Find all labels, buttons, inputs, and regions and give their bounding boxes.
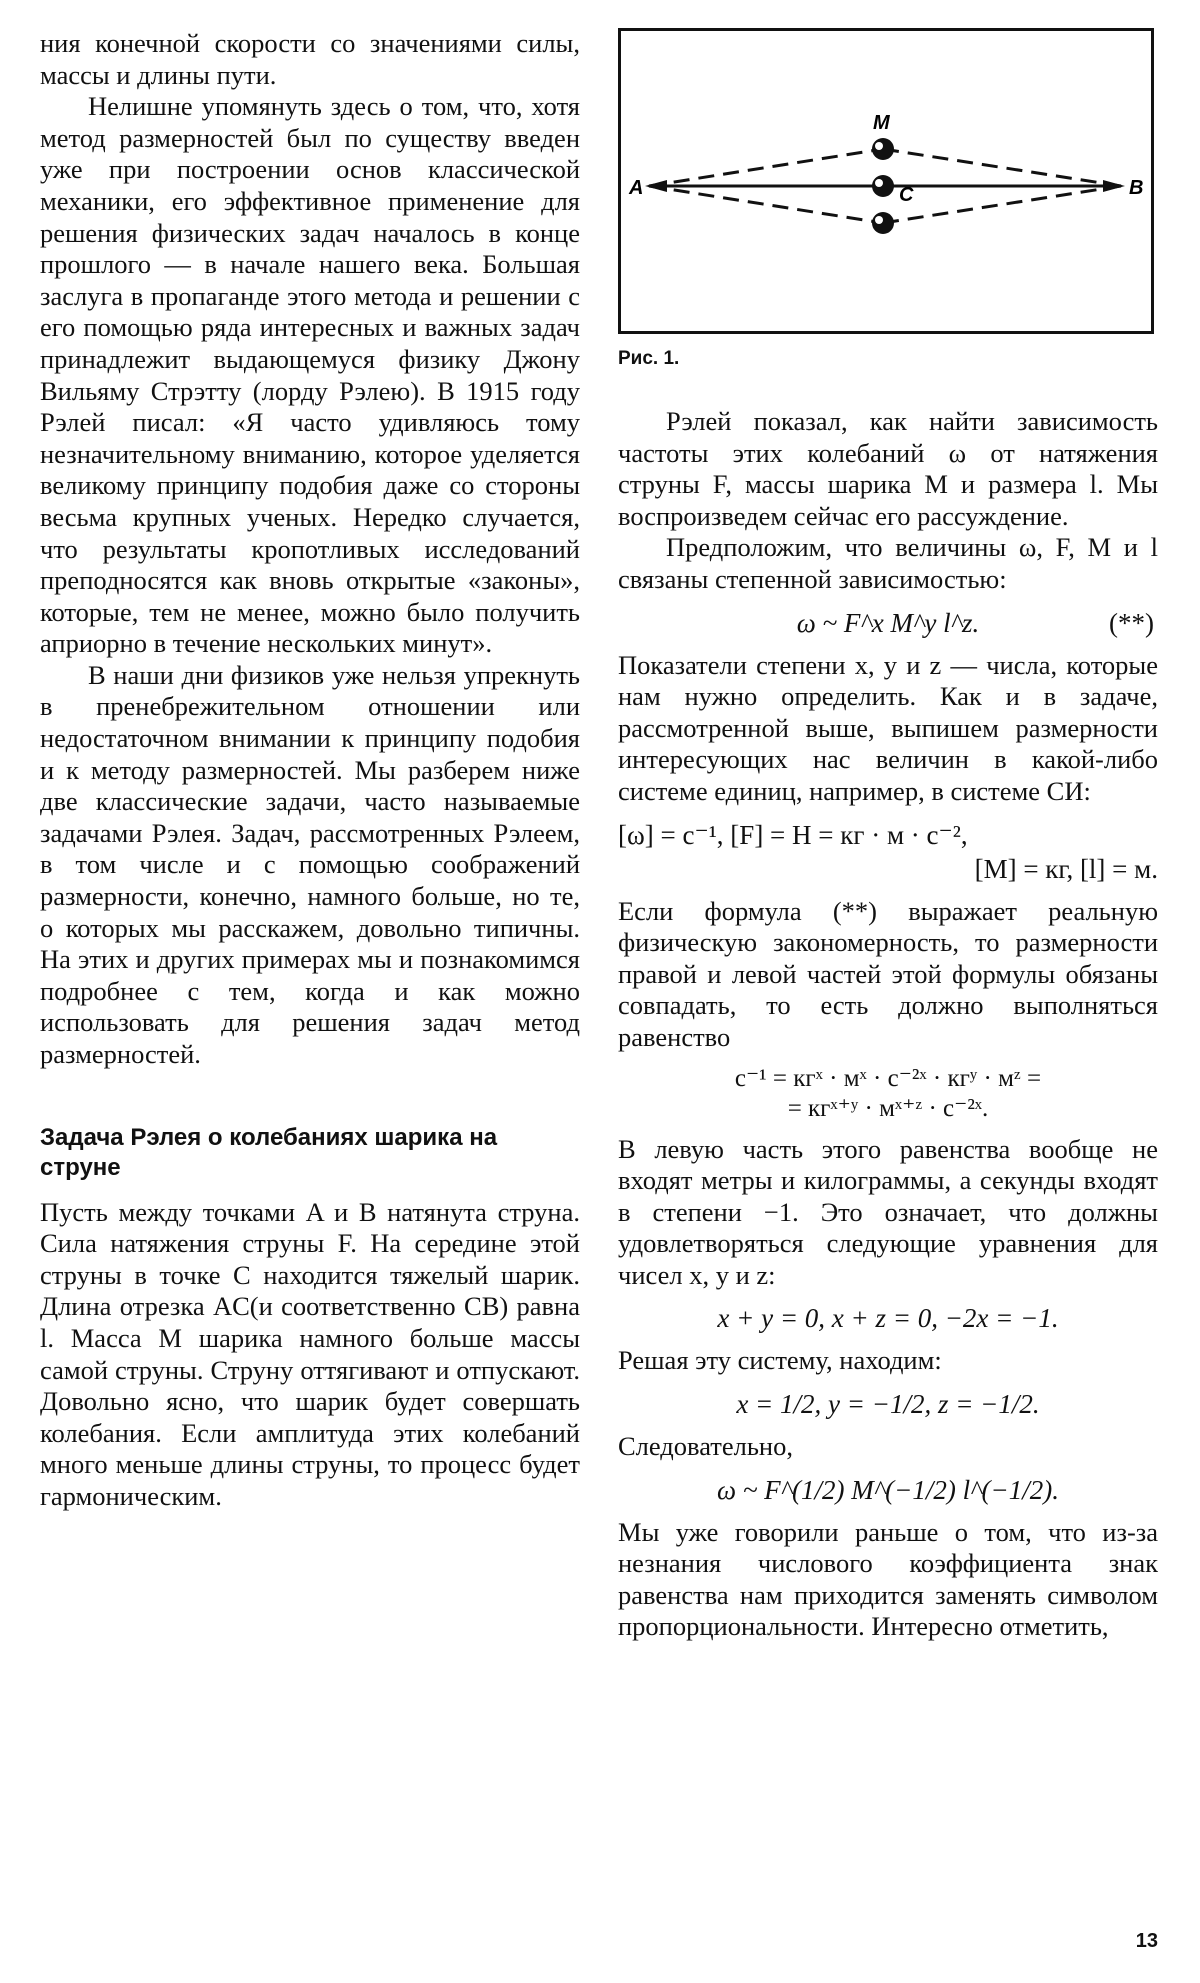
- string-displaced-up-right: [883, 149, 1121, 186]
- dimensions-line-1: [ω] = с⁻¹, [F] = Н = кг · м · с⁻²,: [618, 819, 968, 850]
- paragraph-rayleigh-history: Нелишне упомянуть здесь о том, что, хотя метод размерностей был по существу введен уже при построении основ классической механики, его эффективное применение для решения физических задач началось в конце прошлого — в начале нашего века. Большая заслуга в пропаганде этого метода и решении с его помощью ряда интересных и важных задач принадлежит выдающемуся физику Джону Вильяму Стрэтту (лорду Рэлею). В 1915 году Рэлей писал: «Я часто удивляюсь тому незначительному вниманию, которое уделяется великому принципу подобия даже со стороны весьма крупных ученых. Нередко случается, что результаты кропотливых исследований преподносятся как вновь открытые «законы», которые, тем не менее, можно было получить априорно в течение нескольких минут».: [40, 91, 580, 659]
- paragraph-assume: Предположим, что величины ω, F, M и l связаны степенной зависимостью:: [618, 532, 1158, 594]
- section-heading: Задача Рэлея о колебаниях шарика на струне: [40, 1123, 498, 1181]
- label-c: C: [899, 184, 914, 206]
- paragraph-problem-setup: Пусть между точками A и B натянута струна. Сила натяжения струны F. На середине этой струны в точке C находится тяжелый шарик. Длина отрезка AC(и соответственно CB) равна l. Масса M шарика намного больше массы самой струны. Струну оттягивают и отпускают. Довольно ясно, что шарик будет совершать колебания. Если амплитуда этих колебаний много меньше длины струны, то процесс будет гармоническим.: [40, 1196, 580, 1511]
- ball-upper: [872, 138, 894, 160]
- string-displaced-down: [649, 186, 883, 223]
- paragraph-we-said: Мы уже говорили раньше о том, что из-за незнания числового коэффициента знак равенства нам приходится заменять символом пропорциональности. Интересно отметить,: [618, 1516, 1158, 1642]
- ball-upper-highlight: [875, 142, 883, 150]
- equation-dimensional-equality: [618, 1064, 1158, 1124]
- equation-dim-line-1: с⁻¹ = кгˣ · мˣ · с⁻²ˣ · кгʸ · мᶻ =: [734, 1064, 1042, 1092]
- paragraph-therefore: Следовательно,: [618, 1431, 793, 1462]
- equation-tag: (**): [1109, 607, 1154, 638]
- string-displaced-down-right: [883, 186, 1121, 223]
- paragraph-if-formula: Если формула (**) выражает реальную физическую закономерность, то размерности правой и левой частей этой формулы обязаны совпадать, то есть должно выполняться равенство: [618, 895, 1158, 1052]
- ball-center: [872, 175, 894, 197]
- equation-result: ω ~ F^(1/2) M^(−1/2) l^(−1/2).: [717, 1474, 1059, 1505]
- right-column: [618, 28, 1158, 1643]
- equation-solution: x = 1/2, y = −1/2, z = −1/2.: [736, 1389, 1040, 1420]
- equation-power-law-body: ω ~ F^x M^y l^z.: [796, 607, 980, 638]
- left-column: [40, 28, 580, 1513]
- arrow-b: [1103, 180, 1125, 192]
- paragraph-exponents: Показатели степени x, y и z — числа, которые нам нужно определить. Как и в задаче, рассмотренной выше, выпишем размерности интересующих нас величин в какой-либо системе единиц, например, в системе СИ:: [618, 649, 1158, 806]
- label-m: M: [873, 112, 890, 134]
- dimensions-block: [618, 818, 1158, 886]
- page-number: 13: [1135, 1930, 1158, 1952]
- label-a: A: [629, 177, 644, 199]
- equation-power-law: [618, 606, 1158, 640]
- string-diagram-svg: [621, 31, 1151, 331]
- paragraph-left-side: В левую часть этого равенства вообще не входят метры и килограммы, а секунды входят в степени −1. Это означает, что должны удовлетворяться следующие уравнения для чисел x, y и z:: [618, 1133, 1158, 1290]
- string-displaced-up: [649, 149, 883, 186]
- ball-center-highlight: [875, 179, 883, 187]
- paragraph-rayleigh-showed: Рэлей показал, как найти зависимость частоты этих колебаний ω от натяжения струны F, массы шарика M и размера l. Мы воспроизведем сейчас его рассуждение.: [618, 406, 1158, 531]
- ball-lower: [872, 212, 894, 234]
- arrow-a: [645, 180, 667, 192]
- paragraph-modern-physicists: В наши дни физиков уже нельзя упрекнуть в пренебрежительном отношении или недостаточном внимании к принципу подобия и к методу размерностей. Мы разберем ниже две классические задачи, часто называемые задачами Рэлея. Задач, рассмотренных Рэлеем, в том числе и с помощью соображений размерности, конечно, намного больше, но те, о которых мы расскажем, довольно типичны. На этих и других примерах мы и познакомимся подробнее с тем, когда и как можно использовать для решения задач метод размерностей.: [40, 659, 580, 1069]
- equation-system: x + y = 0, x + z = 0, −2x = −1.: [717, 1303, 1059, 1334]
- ball-lower-highlight: [875, 216, 883, 224]
- dimensions-line-2: [M] = кг, [l] = м.: [974, 853, 1158, 884]
- figure-string-diagram: [618, 28, 1154, 334]
- paragraph-solving: Решая эту систему, находим:: [618, 1345, 942, 1376]
- label-b: B: [1129, 177, 1144, 199]
- figure-caption: Рис. 1.: [618, 348, 680, 369]
- paragraph-continuation: ния конечной скорости со значениями силы, массы и длины пути.: [40, 28, 580, 90]
- equation-dim-line-2: = кгˣ⁺ʸ · мˣ⁺ᶻ · с⁻²ˣ.: [787, 1094, 989, 1122]
